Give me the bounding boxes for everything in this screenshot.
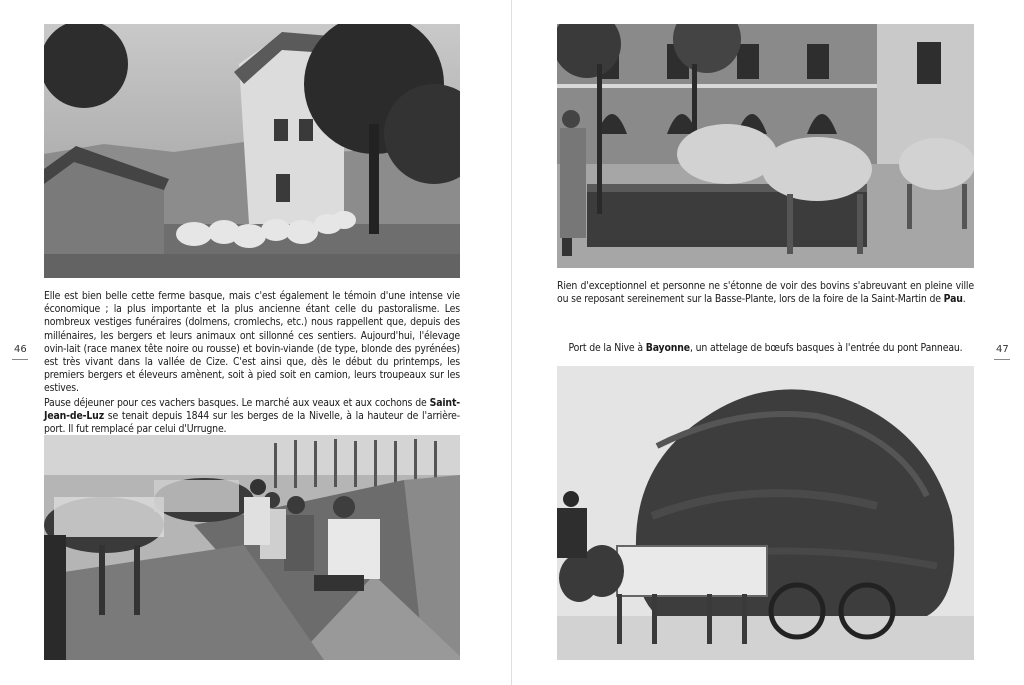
photo-cowherds-lunch: [44, 435, 460, 660]
bayonne-caption: Port de la Nive à Bayonne, un attelage de bœufs basques à l'entrée du pont Panneau.: [568, 342, 963, 354]
place-pau: Pau: [943, 293, 963, 306]
page-number-left: 46: [14, 344, 27, 355]
page-number-rule-left: [12, 359, 28, 360]
right-page: [512, 0, 1024, 685]
photo-basque-farm-sheep: [44, 24, 460, 278]
photo-hay-cart-oxen: [557, 366, 974, 660]
place-saint-jean-de-luz: Saint-Jean-de-Luz: [44, 397, 460, 423]
farm-paragraph: Elle est bien belle cette ferme basque, mais c'est également le témoin d'une intense vie économique ; la plus importante et la plus ancienne étant celle du pastoralisme. Les nombreux vestiges funéraires (dolmens, cromlechs, etc.) nous rappellent que, depuis des millénaires, les bergers et leurs animaux ont sillonné ces sentiers. Aujourd'hui, l'élevage ovin-lait (race manex tête noire ou rousse) et bovin-viande (de type, blonde des pyrénées) est très vivant dans la vallée de Cize. C'est ainsi que, dès le début du printemps, les premiers bergers et éleveurs amènent, soit à pied soit en camion, leurs troupeaux sur les estives.: [44, 290, 460, 395]
pau-caption: Rien d'exceptionnel et personne ne s'étonne de voir des bovins s'abreuvant en pleine ville ou se reposant sereinement sur la Basse-Plante, lors de la foire de la Saint-Martin de Pau.: [557, 280, 974, 306]
place-bayonne: Bayonne: [645, 342, 690, 354]
page-number-right: 47: [996, 344, 1009, 355]
photo-oxen-fountain: [557, 24, 974, 268]
page-number-rule-right: [994, 359, 1010, 360]
cowherds-caption: Pause déjeuner pour ces vachers basques. Le marché aux veaux et aux cochons de Saint-Jean-de-Luz se tenait depuis 1844 sur les berges de la Nivelle, à la hauteur de l'arrière-port. Il fut remplacé par celui d'Urrugne.: [44, 397, 460, 436]
